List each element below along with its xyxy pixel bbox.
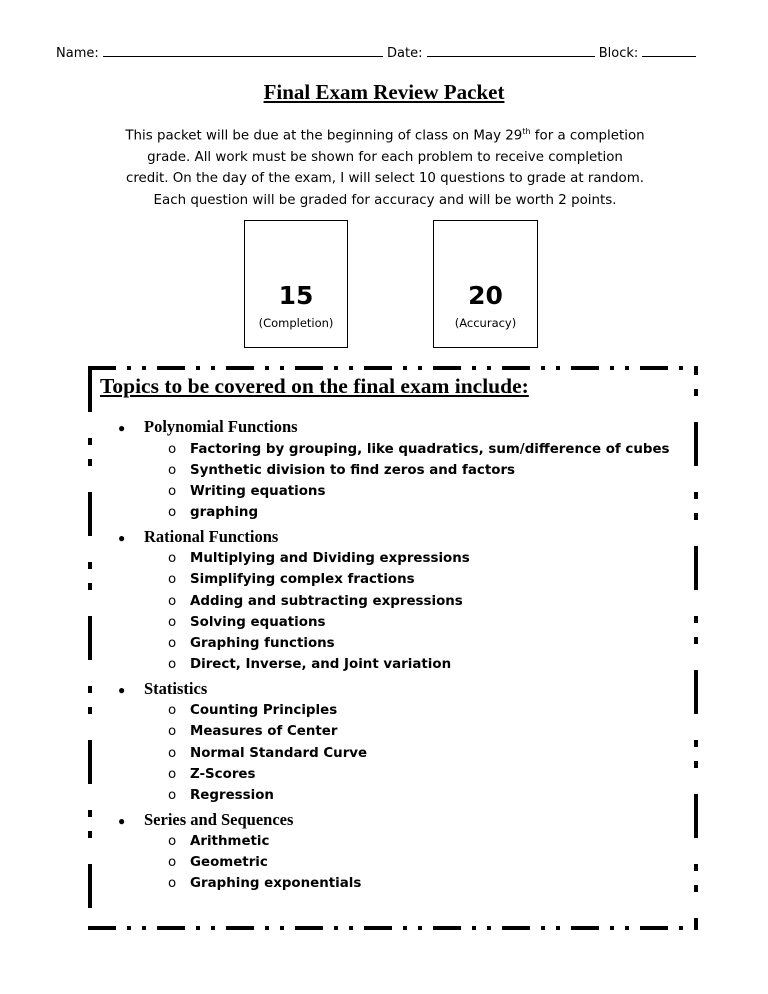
intro-line-4: Each question will be graded for accuracy and will be worth 2 points. xyxy=(153,192,617,208)
list-item: o Factoring by grouping, like quadratics, sum/difference of cubes xyxy=(168,442,670,457)
list-item: o Multiplying and Dividing expressions xyxy=(168,551,470,566)
list-item: o Normal Standard Curve xyxy=(168,746,368,761)
completion-label: (Completion) xyxy=(258,316,334,330)
date-label: Date: xyxy=(387,46,423,61)
completion-points: 15 xyxy=(278,281,314,310)
list-item: o Synthetic division to find zeros and factors xyxy=(168,463,516,478)
list-item: o graphing xyxy=(168,505,259,520)
topic-polynomial: ● Polynomial Functions xyxy=(118,417,298,436)
bullet-icon: ● xyxy=(118,813,126,828)
page-title: Final Exam Review Packet xyxy=(263,80,505,104)
bullet-icon: ● xyxy=(118,682,126,697)
bullet-icon: ● xyxy=(118,420,126,435)
topic-statistics: ● Statistics xyxy=(118,679,208,698)
list-item: o Direct, Inverse, and Joint variation xyxy=(168,657,452,672)
list-item: o Z-Scores xyxy=(168,767,256,782)
block-label: Block: xyxy=(598,46,639,61)
list-item: o Graphing functions xyxy=(168,636,335,651)
name-label: Name: xyxy=(56,46,99,61)
list-item: o Graphing exponentials xyxy=(168,876,362,891)
topic-rational: ● Rational Functions xyxy=(118,527,279,546)
accuracy-label: (Accuracy) xyxy=(454,316,517,330)
list-item: o Regression xyxy=(168,788,274,803)
intro-line-2: grade. All work must be shown for each problem to receive completion xyxy=(147,149,623,165)
list-item: o Solving equations xyxy=(168,615,326,630)
accuracy-points: 20 xyxy=(468,281,503,310)
list-item: o Adding and subtracting expressions xyxy=(168,594,463,609)
list-item: o Arithmetic xyxy=(168,834,270,849)
list-item: o Counting Principles xyxy=(168,703,338,718)
topic-series: ● Series and Sequences xyxy=(118,810,294,829)
intro-line-3: credit. On the day of the exam, I will select 10 questions to grade at random. xyxy=(125,171,645,187)
intro-line-1: This packet will be due at the beginning of class on May 29th for a completion xyxy=(125,127,645,144)
bullet-icon: ● xyxy=(118,530,126,545)
topics-heading: Topics to be covered on the final exam include: xyxy=(100,374,529,398)
list-item: o Measures of Center xyxy=(168,724,338,739)
list-item: o Writing equations xyxy=(168,484,326,499)
list-item: o Simplifying complex fractions xyxy=(168,572,415,587)
list-item: o Geometric xyxy=(168,855,268,870)
